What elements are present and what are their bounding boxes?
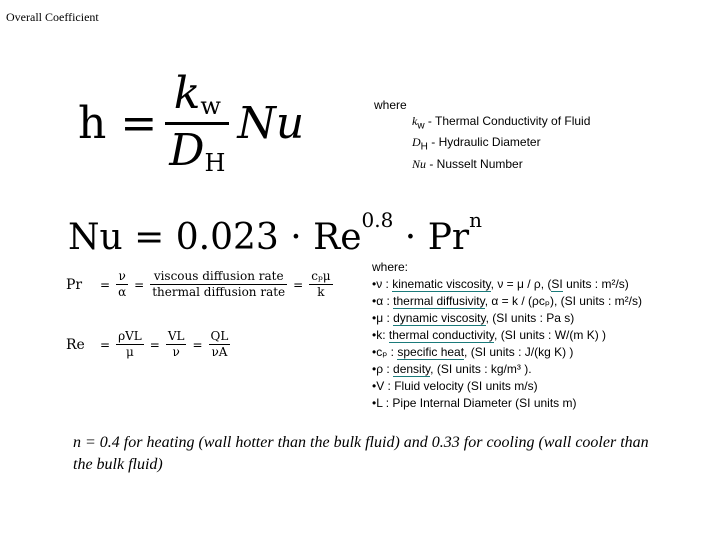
formula-h-num-sub: w	[200, 91, 221, 120]
prandtl-formula	[66, 270, 335, 299]
formula-nu-text: Nu = 0.023 · Re	[68, 217, 362, 258]
item-prefix: •ν :	[372, 277, 393, 291]
where-label: where	[374, 98, 407, 112]
list-item	[372, 344, 642, 361]
pr-f3-num: cₚμ	[311, 269, 331, 283]
pr-f3-den: k	[317, 285, 325, 300]
formula-h-num: k	[173, 67, 201, 119]
pr-eq1: =	[100, 277, 111, 292]
def-symbol: k	[412, 114, 418, 128]
definition-item	[412, 156, 590, 173]
note-text: n = 0.4 for heating (wall hotter than the bulk fluid) and 0.33 for cooling (wall cooler than the bulk fluid)	[73, 434, 649, 473]
item-text: , (SI units : J/(kg K) )	[464, 345, 574, 359]
def-sub: w	[417, 120, 425, 132]
formula-h-fraction	[165, 67, 229, 177]
re-f3-num: QL	[210, 329, 229, 343]
item-text: , (SI units : Pa s)	[485, 311, 575, 325]
kinematic-viscosity-link[interactable]: kinematic viscosity	[392, 277, 491, 291]
pr-f2-den: thermal diffusion rate	[152, 285, 286, 300]
pr-lhs: Pr	[66, 276, 83, 293]
item-text: , (SI units : W/(m K) )	[494, 328, 607, 342]
formula-nu-mid: · Pr	[393, 217, 470, 258]
pr-f2-num: viscous diffusion rate	[153, 269, 284, 283]
item-text-2: units : m²/s)	[562, 277, 629, 291]
item-text: , α = k / (ρcₚ), (SI units : m²/s)	[484, 294, 642, 308]
item-text: •L : Pipe Internal Diameter (SI units m)	[372, 396, 577, 410]
re-eq2: =	[149, 337, 160, 352]
variable-list	[372, 276, 642, 412]
pr-eq2: =	[134, 277, 145, 292]
item-text: •V : Fluid velocity (SI units m/s)	[372, 379, 538, 393]
def-sub: H	[420, 141, 428, 153]
formula-h-den-sub: H	[204, 148, 226, 177]
re-eq3: =	[192, 337, 203, 352]
formula-h-den: D	[169, 124, 205, 176]
def-symbol: Nu	[412, 156, 427, 171]
definition-item	[412, 134, 590, 155]
re-f1-den: μ	[126, 345, 134, 360]
re-f2-num: VL	[167, 329, 185, 343]
thermal-conductivity-link[interactable]: thermal conductivity	[388, 328, 495, 342]
formula-h-lhs: h =	[78, 97, 158, 149]
re-lhs: Re	[66, 336, 85, 353]
item-prefix: •μ :	[372, 311, 394, 325]
where-label-2: where:	[372, 260, 409, 274]
list-item	[372, 327, 642, 344]
list-item	[372, 378, 642, 395]
specific-heat-link[interactable]: specific heat	[397, 345, 465, 359]
item-prefix: •k:	[372, 328, 389, 342]
pr-f1-den: α	[118, 285, 127, 300]
nusselt-correlation-formula	[68, 208, 482, 258]
def-symbol: D	[412, 135, 421, 150]
list-item	[372, 293, 642, 310]
def-text: - Nusselt Number	[426, 156, 523, 171]
page-title: Overall Coefficient	[6, 10, 99, 24]
re-f3-den: νA	[211, 345, 228, 360]
list-item	[372, 395, 642, 412]
re-f2-den: ν	[172, 345, 180, 360]
formula-nu-exp1: 0.8	[361, 208, 394, 232]
pr-eq3: =	[293, 277, 304, 292]
item-text: , ν = μ / ρ, (	[490, 277, 552, 291]
list-item	[372, 276, 642, 293]
exponent-note	[73, 432, 663, 476]
re-f1-num: ρVL	[118, 329, 142, 343]
re-eq1: =	[100, 337, 111, 352]
formula-h-rhs: Nu	[237, 97, 305, 149]
def-text: - Hydraulic Diameter	[427, 135, 541, 150]
reynolds-formula	[66, 330, 232, 359]
item-text: , (SI units : kg/m³ ).	[430, 362, 532, 376]
density-link[interactable]: density	[393, 362, 431, 376]
si-link[interactable]: SI	[551, 277, 563, 291]
definition-item	[412, 113, 590, 134]
heat-transfer-coefficient-formula	[78, 67, 305, 177]
item-prefix: •cₚ :	[372, 345, 398, 359]
list-item	[372, 361, 642, 378]
formula-nu-exp2: n	[469, 208, 483, 232]
pr-f1-num: ν	[118, 269, 126, 283]
item-prefix: •ρ :	[372, 362, 394, 376]
def-text: - Thermal Conductivity of Fluid	[424, 114, 591, 128]
definitions-list	[412, 113, 590, 173]
item-prefix: •α :	[372, 294, 394, 308]
dynamic-viscosity-link[interactable]: dynamic viscosity	[393, 311, 486, 325]
list-item	[372, 310, 642, 327]
thermal-diffusivity-link[interactable]: thermal diffusivity	[393, 294, 485, 308]
